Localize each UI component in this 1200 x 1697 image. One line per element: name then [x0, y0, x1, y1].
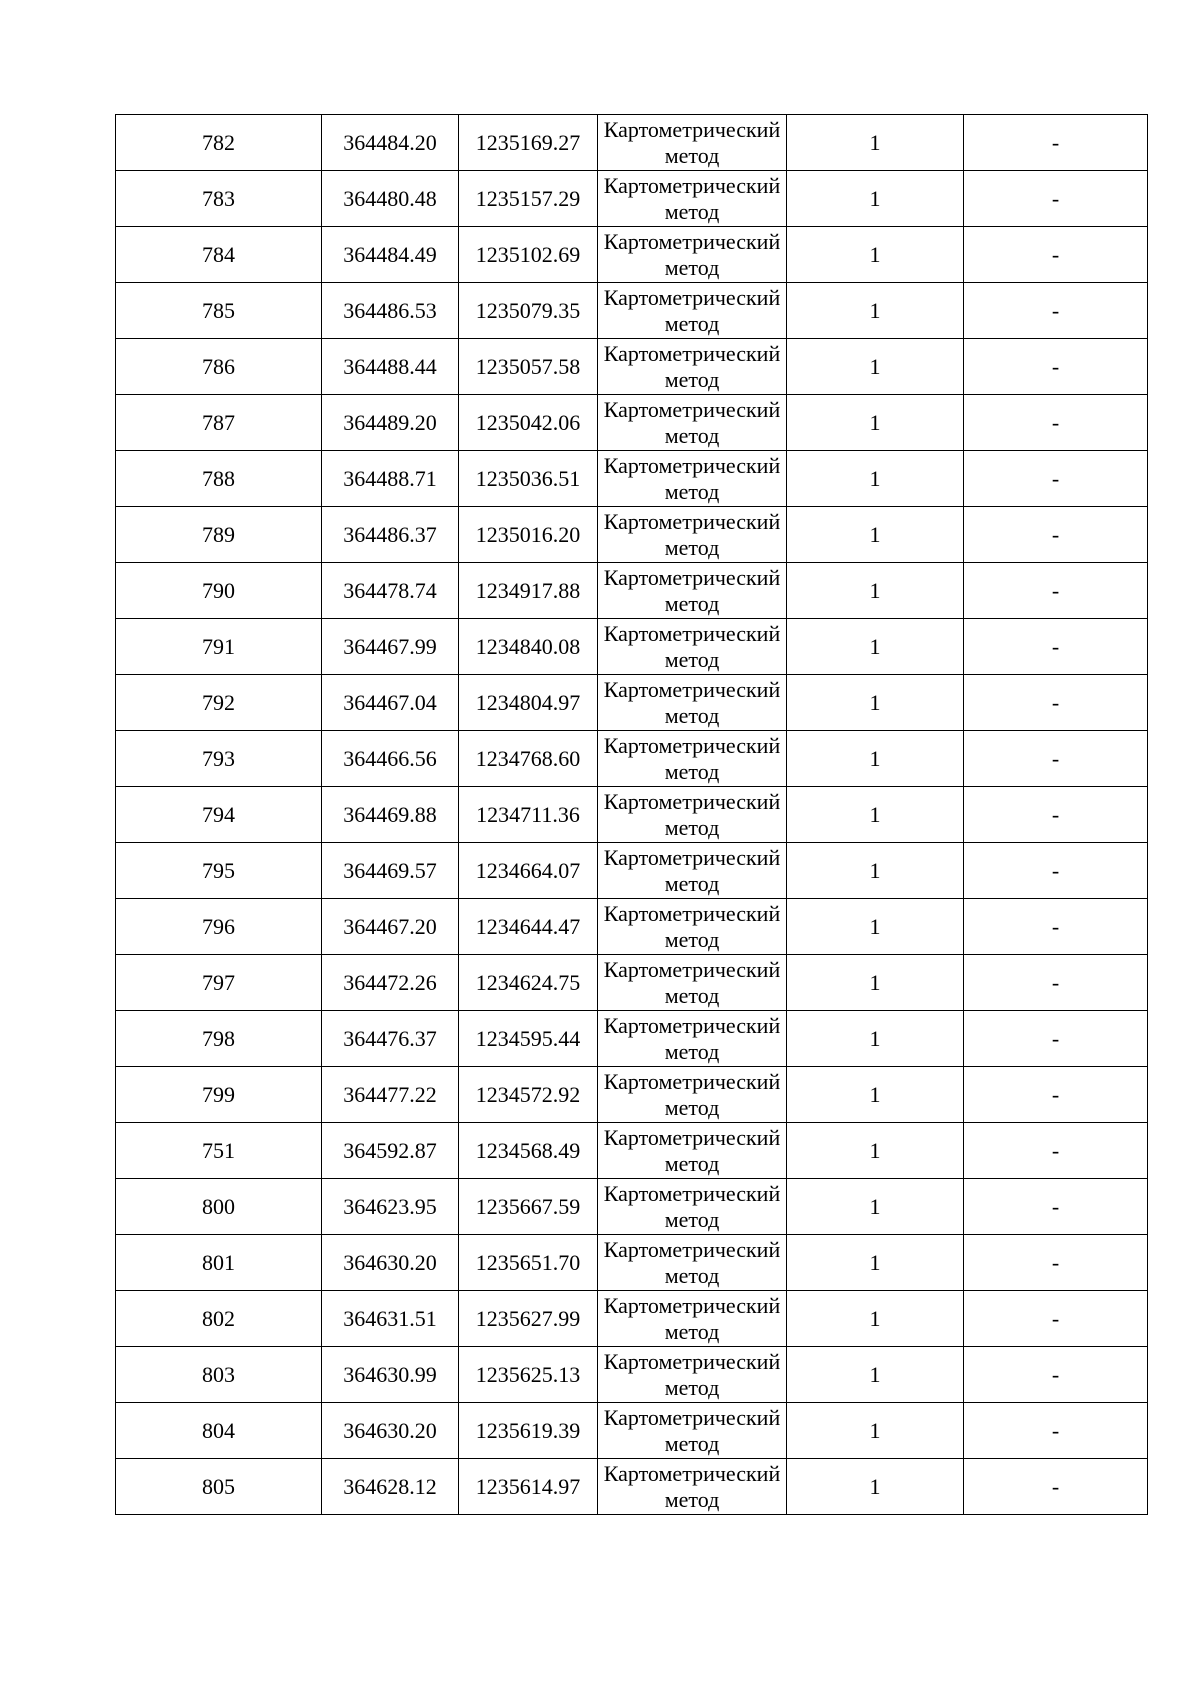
- x-coordinate-cell: 364630.20: [322, 1403, 459, 1459]
- accuracy-cell: 1: [787, 451, 964, 507]
- accuracy-cell: 1: [787, 1235, 964, 1291]
- note-cell: -: [964, 1123, 1148, 1179]
- note-cell: -: [964, 563, 1148, 619]
- point-number-cell: 794: [116, 787, 322, 843]
- point-number-cell: 799: [116, 1067, 322, 1123]
- method-cell: Картометрический метод: [598, 787, 787, 843]
- table-row: [116, 339, 1148, 395]
- method-cell: Картометрический метод: [598, 1403, 787, 1459]
- x-coordinate-cell: 364486.53: [322, 283, 459, 339]
- x-coordinate-cell: 364476.37: [322, 1011, 459, 1067]
- point-number-cell: 805: [116, 1459, 322, 1515]
- note-cell: -: [964, 339, 1148, 395]
- table-row: [116, 787, 1148, 843]
- accuracy-cell: 1: [787, 1291, 964, 1347]
- y-coordinate-cell: 1235667.59: [459, 1179, 598, 1235]
- accuracy-cell: 1: [787, 171, 964, 227]
- point-number-cell: 784: [116, 227, 322, 283]
- method-cell: Картометрический метод: [598, 1179, 787, 1235]
- table-row: [116, 563, 1148, 619]
- x-coordinate-cell: 364478.74: [322, 563, 459, 619]
- point-number-cell: 785: [116, 283, 322, 339]
- accuracy-cell: 1: [787, 787, 964, 843]
- y-coordinate-cell: 1235619.39: [459, 1403, 598, 1459]
- point-number-cell: 796: [116, 899, 322, 955]
- x-coordinate-cell: 364630.99: [322, 1347, 459, 1403]
- table-row: [116, 283, 1148, 339]
- note-cell: -: [964, 1347, 1148, 1403]
- note-cell: -: [964, 171, 1148, 227]
- y-coordinate-cell: 1234840.08: [459, 619, 598, 675]
- method-cell: Картометрический метод: [598, 1459, 787, 1515]
- method-cell: Картометрический метод: [598, 1235, 787, 1291]
- accuracy-cell: 1: [787, 1347, 964, 1403]
- note-cell: -: [964, 843, 1148, 899]
- note-cell: -: [964, 115, 1148, 171]
- y-coordinate-cell: 1234917.88: [459, 563, 598, 619]
- note-cell: -: [964, 899, 1148, 955]
- x-coordinate-cell: 364630.20: [322, 1235, 459, 1291]
- method-cell: Картометрический метод: [598, 1067, 787, 1123]
- note-cell: -: [964, 1459, 1148, 1515]
- note-cell: -: [964, 731, 1148, 787]
- note-cell: -: [964, 395, 1148, 451]
- point-number-cell: 787: [116, 395, 322, 451]
- x-coordinate-cell: 364480.48: [322, 171, 459, 227]
- point-number-cell: 790: [116, 563, 322, 619]
- note-cell: -: [964, 619, 1148, 675]
- note-cell: -: [964, 1403, 1148, 1459]
- table-row: [116, 115, 1148, 171]
- point-number-cell: 751: [116, 1123, 322, 1179]
- y-coordinate-cell: 1234572.92: [459, 1067, 598, 1123]
- accuracy-cell: 1: [787, 1067, 964, 1123]
- table-row: [116, 619, 1148, 675]
- table-row: [116, 1011, 1148, 1067]
- point-number-cell: 792: [116, 675, 322, 731]
- table-row: [116, 227, 1148, 283]
- accuracy-cell: 1: [787, 1123, 964, 1179]
- accuracy-cell: 1: [787, 731, 964, 787]
- accuracy-cell: 1: [787, 115, 964, 171]
- x-coordinate-cell: 364477.22: [322, 1067, 459, 1123]
- note-cell: -: [964, 675, 1148, 731]
- method-cell: Картометрический метод: [598, 283, 787, 339]
- y-coordinate-cell: 1235016.20: [459, 507, 598, 563]
- table-row: [116, 1347, 1148, 1403]
- y-coordinate-cell: 1235651.70: [459, 1235, 598, 1291]
- x-coordinate-cell: 364466.56: [322, 731, 459, 787]
- method-cell: Картометрический метод: [598, 675, 787, 731]
- method-cell: Картометрический метод: [598, 451, 787, 507]
- x-coordinate-cell: 364484.20: [322, 115, 459, 171]
- y-coordinate-cell: 1235057.58: [459, 339, 598, 395]
- method-cell: Картометрический метод: [598, 1123, 787, 1179]
- point-number-cell: 788: [116, 451, 322, 507]
- point-number-cell: 789: [116, 507, 322, 563]
- accuracy-cell: 1: [787, 955, 964, 1011]
- method-cell: Картометрический метод: [598, 395, 787, 451]
- point-number-cell: 791: [116, 619, 322, 675]
- accuracy-cell: 1: [787, 283, 964, 339]
- accuracy-cell: 1: [787, 1179, 964, 1235]
- y-coordinate-cell: 1234644.47: [459, 899, 598, 955]
- y-coordinate-cell: 1235157.29: [459, 171, 598, 227]
- x-coordinate-cell: 364631.51: [322, 1291, 459, 1347]
- point-number-cell: 802: [116, 1291, 322, 1347]
- accuracy-cell: 1: [787, 1403, 964, 1459]
- table-row: [116, 1291, 1148, 1347]
- accuracy-cell: 1: [787, 395, 964, 451]
- point-number-cell: 797: [116, 955, 322, 1011]
- method-cell: Картометрический метод: [598, 731, 787, 787]
- accuracy-cell: 1: [787, 227, 964, 283]
- point-number-cell: 793: [116, 731, 322, 787]
- y-coordinate-cell: 1235614.97: [459, 1459, 598, 1515]
- method-cell: Картометрический метод: [598, 171, 787, 227]
- note-cell: -: [964, 1179, 1148, 1235]
- x-coordinate-cell: 364472.26: [322, 955, 459, 1011]
- table-row: [116, 1067, 1148, 1123]
- y-coordinate-cell: 1234664.07: [459, 843, 598, 899]
- table-row: [116, 507, 1148, 563]
- y-coordinate-cell: 1235042.06: [459, 395, 598, 451]
- note-cell: -: [964, 1067, 1148, 1123]
- table-row: [116, 731, 1148, 787]
- note-cell: -: [964, 283, 1148, 339]
- accuracy-cell: 1: [787, 507, 964, 563]
- method-cell: Картометрический метод: [598, 955, 787, 1011]
- y-coordinate-cell: 1234804.97: [459, 675, 598, 731]
- x-coordinate-cell: 364486.37: [322, 507, 459, 563]
- y-coordinate-cell: 1235079.35: [459, 283, 598, 339]
- x-coordinate-cell: 364489.20: [322, 395, 459, 451]
- table-row: [116, 899, 1148, 955]
- y-coordinate-cell: 1235036.51: [459, 451, 598, 507]
- x-coordinate-cell: 364628.12: [322, 1459, 459, 1515]
- method-cell: Картометрический метод: [598, 115, 787, 171]
- accuracy-cell: 1: [787, 619, 964, 675]
- x-coordinate-cell: 364488.44: [322, 339, 459, 395]
- accuracy-cell: 1: [787, 1011, 964, 1067]
- accuracy-cell: 1: [787, 563, 964, 619]
- note-cell: -: [964, 1291, 1148, 1347]
- note-cell: -: [964, 507, 1148, 563]
- point-number-cell: 804: [116, 1403, 322, 1459]
- method-cell: Картометрический метод: [598, 1011, 787, 1067]
- coordinates-table-body: [116, 115, 1148, 1515]
- table-row: [116, 171, 1148, 227]
- y-coordinate-cell: 1234595.44: [459, 1011, 598, 1067]
- y-coordinate-cell: 1234711.36: [459, 787, 598, 843]
- y-coordinate-cell: 1235627.99: [459, 1291, 598, 1347]
- note-cell: -: [964, 1011, 1148, 1067]
- note-cell: -: [964, 227, 1148, 283]
- note-cell: -: [964, 787, 1148, 843]
- note-cell: -: [964, 451, 1148, 507]
- accuracy-cell: 1: [787, 675, 964, 731]
- method-cell: Картометрический метод: [598, 619, 787, 675]
- point-number-cell: 782: [116, 115, 322, 171]
- method-cell: Картометрический метод: [598, 339, 787, 395]
- method-cell: Картометрический метод: [598, 843, 787, 899]
- x-coordinate-cell: 364484.49: [322, 227, 459, 283]
- table-row: [116, 1235, 1148, 1291]
- method-cell: Картометрический метод: [598, 1347, 787, 1403]
- table-row: [116, 1459, 1148, 1515]
- x-coordinate-cell: 364469.88: [322, 787, 459, 843]
- x-coordinate-cell: 364488.71: [322, 451, 459, 507]
- table-row: [116, 451, 1148, 507]
- x-coordinate-cell: 364623.95: [322, 1179, 459, 1235]
- table-row: [116, 1403, 1148, 1459]
- accuracy-cell: 1: [787, 339, 964, 395]
- y-coordinate-cell: 1235169.27: [459, 115, 598, 171]
- point-number-cell: 800: [116, 1179, 322, 1235]
- table-row: [116, 395, 1148, 451]
- y-coordinate-cell: 1234568.49: [459, 1123, 598, 1179]
- point-number-cell: 783: [116, 171, 322, 227]
- note-cell: -: [964, 1235, 1148, 1291]
- table-row: [116, 955, 1148, 1011]
- coordinates-table: [115, 114, 1148, 1515]
- y-coordinate-cell: 1234624.75: [459, 955, 598, 1011]
- point-number-cell: 786: [116, 339, 322, 395]
- x-coordinate-cell: 364467.20: [322, 899, 459, 955]
- point-number-cell: 798: [116, 1011, 322, 1067]
- point-number-cell: 795: [116, 843, 322, 899]
- method-cell: Картометрический метод: [598, 899, 787, 955]
- note-cell: -: [964, 955, 1148, 1011]
- table-row: [116, 843, 1148, 899]
- method-cell: Картометрический метод: [598, 563, 787, 619]
- accuracy-cell: 1: [787, 1459, 964, 1515]
- accuracy-cell: 1: [787, 843, 964, 899]
- x-coordinate-cell: 364469.57: [322, 843, 459, 899]
- table-row: [116, 1179, 1148, 1235]
- table-row: [116, 1123, 1148, 1179]
- x-coordinate-cell: 364467.04: [322, 675, 459, 731]
- accuracy-cell: 1: [787, 899, 964, 955]
- method-cell: Картометрический метод: [598, 507, 787, 563]
- x-coordinate-cell: 364592.87: [322, 1123, 459, 1179]
- y-coordinate-cell: 1234768.60: [459, 731, 598, 787]
- method-cell: Картометрический метод: [598, 227, 787, 283]
- x-coordinate-cell: 364467.99: [322, 619, 459, 675]
- y-coordinate-cell: 1235625.13: [459, 1347, 598, 1403]
- method-cell: Картометрический метод: [598, 1291, 787, 1347]
- point-number-cell: 801: [116, 1235, 322, 1291]
- y-coordinate-cell: 1235102.69: [459, 227, 598, 283]
- point-number-cell: 803: [116, 1347, 322, 1403]
- table-row: [116, 675, 1148, 731]
